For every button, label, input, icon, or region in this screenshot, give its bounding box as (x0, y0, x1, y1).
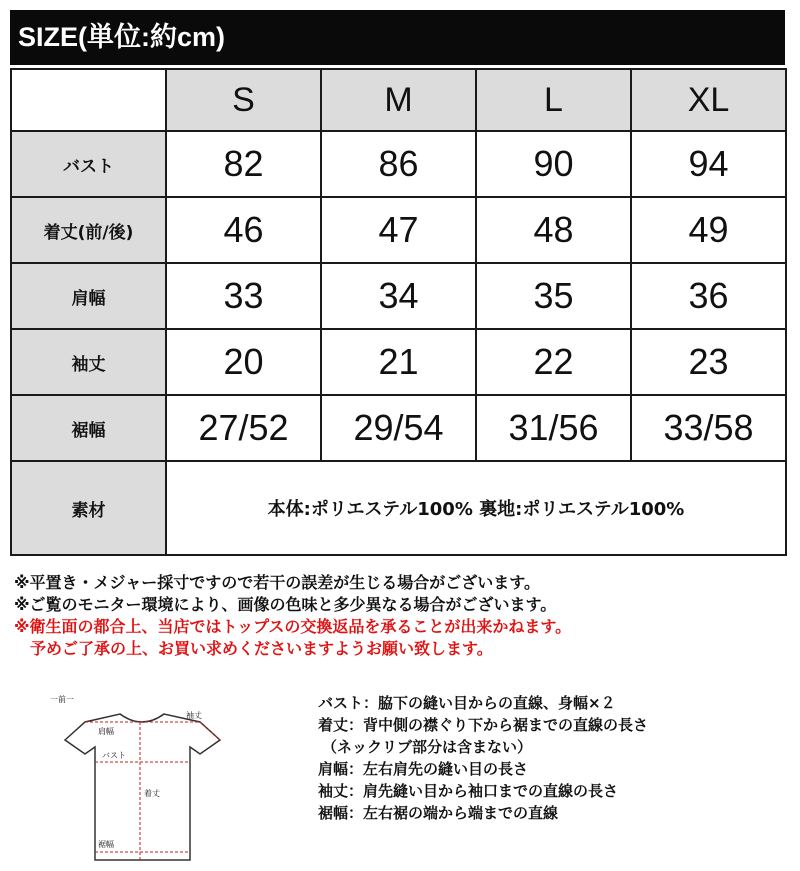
material-row (11, 461, 786, 555)
row-label: 裾幅 (11, 395, 166, 461)
notes (14, 572, 794, 660)
definition-item: バスト：脇下の縫い目からの直線、身幅×２ (318, 694, 616, 712)
size-table-title: SIZE(単位:約cm) (10, 10, 785, 65)
table-cell: 48 (476, 197, 631, 263)
material-label: 素材 (11, 461, 166, 555)
length-label: 着丈 (144, 789, 160, 798)
table-cell: 22 (476, 329, 631, 395)
note-line-warning: ※衛生面の都合上、当店ではトップスの交換返品を承ることが出来かねます。 (14, 617, 572, 636)
tshirt-outline (65, 714, 220, 860)
table-cell: 86 (321, 131, 476, 197)
row-label: 肩幅 (11, 263, 166, 329)
measurement-diagram (40, 692, 280, 867)
size-header-xl: XL (631, 69, 786, 131)
table-cell: 21 (321, 329, 476, 395)
row-label: 着丈(前/後) (11, 197, 166, 263)
size-header-l: L (476, 69, 631, 131)
shoulder-label: 肩幅 (98, 727, 114, 736)
hem-label: 裾幅 (98, 840, 114, 849)
table-cell: 82 (166, 131, 321, 197)
definition-item: 肩幅：左右肩先の縫い目の長さ (318, 760, 529, 778)
table-cell: 31/56 (476, 395, 631, 461)
row-label: 袖丈 (11, 329, 166, 395)
table-cell: 46 (166, 197, 321, 263)
table-cell: 49 (631, 197, 786, 263)
table-cell: 23 (631, 329, 786, 395)
table-cell: 36 (631, 263, 786, 329)
note-line: ※平置き・メジャー採寸ですので若干の誤差が生じる場合がございます。 (14, 573, 540, 592)
table-row (11, 197, 786, 263)
size-header-s: S (166, 69, 321, 131)
definition-item: （ネックリブ部分は含まない） (322, 738, 533, 756)
material-value: 本体:ポリエステル100% 裏地:ポリエステル100% (166, 461, 786, 555)
note-line: ※ご覧のモニター環境により、画像の色味と多少異なる場合がございます。 (14, 595, 557, 614)
sleeve-label: 袖丈 (186, 711, 202, 720)
table-cell: 33 (166, 263, 321, 329)
table-row (11, 131, 786, 197)
row-label: バスト (11, 131, 166, 197)
note-line-warning: 予めご了承の上、お買い求めくださいますようお願い致します。 (30, 639, 493, 658)
table-cell: 34 (321, 263, 476, 329)
table-cell: 33/58 (631, 395, 786, 461)
table-cell: 27/52 (166, 395, 321, 461)
table-cell: 29/54 (321, 395, 476, 461)
table-cell: 94 (631, 131, 786, 197)
table-corner (11, 69, 166, 131)
definition-item: 袖丈：肩先縫い目から袖口までの直線の長さ (318, 782, 619, 800)
table-row (11, 395, 786, 461)
definition-item: 裾幅：左右裾の端から端までの直線 (318, 804, 559, 822)
size-header-row (11, 69, 786, 131)
table-cell: 20 (166, 329, 321, 395)
bust-label: バスト (102, 751, 126, 760)
table-cell: 90 (476, 131, 631, 197)
table-cell: 35 (476, 263, 631, 329)
size-header-m: M (321, 69, 476, 131)
definition-item: 着丈：背中側の襟ぐり下から裾までの直線の長さ (318, 716, 649, 734)
table-row (11, 329, 786, 395)
diagram-front-label: 一前一 (50, 695, 74, 704)
size-table (10, 68, 787, 556)
table-row (11, 263, 786, 329)
table-cell: 47 (321, 197, 476, 263)
measurement-definitions (318, 692, 793, 824)
